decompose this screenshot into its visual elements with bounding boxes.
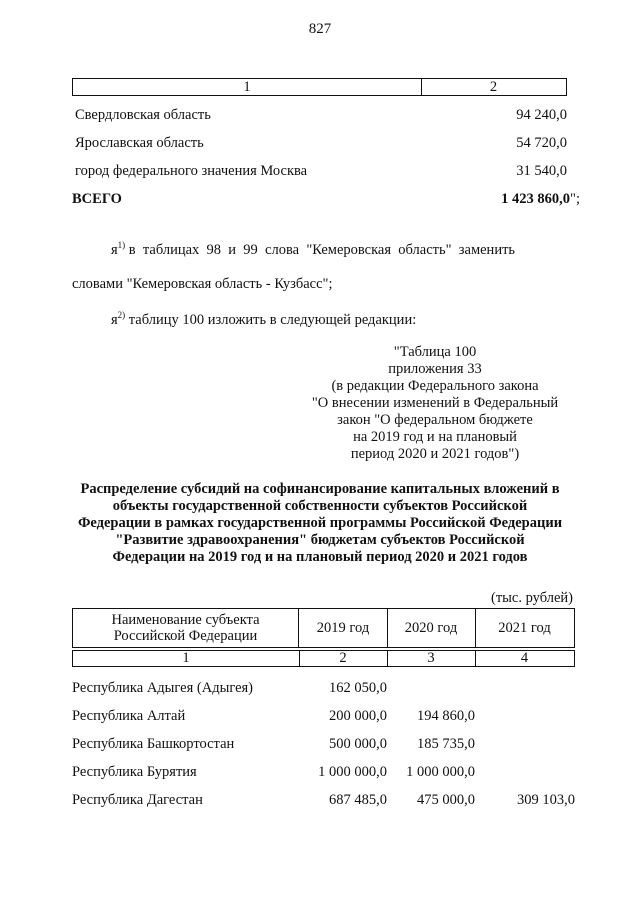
heading-line: Распределение субсидий на софинансирование капитальных вложений в [80, 481, 560, 497]
row-region: Республика Бурятия [72, 764, 197, 780]
col-number: 2 [299, 651, 388, 666]
row-2020: 194 860,0 [417, 708, 475, 724]
total-row [501, 191, 580, 208]
row-2020: 185 735,0 [417, 736, 475, 752]
epigraph-line: "Таблица 100 [393, 344, 477, 360]
table-row [72, 764, 575, 782]
table-row [72, 708, 575, 726]
epigraph-line: период 2020 и 2021 годов") [350, 446, 520, 462]
region-name: город федерального значения Москва [75, 163, 308, 179]
table-row [72, 680, 575, 698]
region-value: 54 720,0 [516, 135, 567, 151]
amendment-paragraph-1 [111, 242, 561, 259]
table-heading [60, 481, 580, 566]
table-row [72, 792, 575, 810]
epigraph-line: закон "О федеральном бюджете [337, 412, 533, 428]
row-region: Республика Адыгея (Адыгея) [72, 680, 254, 696]
row-2020: 475 000,0 [417, 792, 475, 808]
top-table-header [72, 78, 567, 96]
header-2019: 2019 год [299, 609, 388, 647]
para2-text: таблицу 100 изложить в следующей редакции: [125, 312, 417, 328]
para1-sup: 1) [117, 240, 126, 251]
total-label: ВСЕГО [72, 191, 122, 207]
main-table-header [72, 608, 575, 648]
epigraph-line: "О внесении изменений в Федеральный [311, 395, 559, 411]
main-table-col-numbers [72, 650, 575, 667]
region-value: 94 240,0 [516, 107, 567, 123]
header-2021: 2021 год [498, 620, 551, 636]
row-2019: 687 485,0 [329, 792, 387, 808]
col-number: 3 [387, 651, 476, 666]
top-table-col-1: 1 [73, 79, 422, 95]
top-table-col-2: 2 [489, 79, 498, 95]
row-2021: 309 103,0 [517, 792, 575, 808]
row-region: Республика Башкортостан [72, 736, 235, 752]
region-value: 31 540,0 [516, 163, 567, 179]
table-row [72, 736, 575, 754]
row-region: Республика Алтай [72, 708, 186, 724]
row-2020: 1 000 000,0 [406, 764, 475, 780]
table-epigraph [300, 344, 570, 463]
para1-line2: словами "Кемеровская область - Кузбасс"; [72, 276, 333, 292]
row-2019: 500 000,0 [329, 736, 387, 752]
epigraph-line: (в редакции Федерального закона [331, 378, 539, 394]
page-number: 827 [308, 21, 332, 37]
col-number: 1 [73, 651, 300, 666]
para1-prefix: я [111, 242, 118, 258]
heading-line: Федерации на 2019 год и на плановый период 2020 и 2021 годов [112, 549, 528, 565]
row-2019: 162 050,0 [329, 680, 387, 696]
row-2019: 1 000 000,0 [318, 764, 387, 780]
col-number: 4 [520, 650, 529, 666]
region-name: Свердловская область [75, 107, 211, 123]
epigraph-line: приложения 33 [388, 361, 482, 377]
units-label: (тыс. рублей) [491, 590, 573, 606]
epigraph-line: на 2019 год и на плановый [353, 429, 517, 445]
para2-prefix: я [111, 312, 118, 328]
heading-line: "Развитие здравоохранения" бюджетам субъектов Российской [115, 532, 525, 548]
heading-line: Федерации в рамках государственной программы Российской Федерации [77, 515, 563, 531]
total-value: 1 423 860,0 [501, 191, 571, 207]
heading-line: объекты государственной собственности субъектов Российской [112, 498, 528, 514]
para1-line1: в таблицах 98 и 99 слова "Кемеровская область" заменить [125, 242, 516, 258]
amendment-paragraph-2 [111, 312, 416, 329]
region-name: Ярославская область [75, 135, 204, 151]
para2-sup: 2) [117, 310, 126, 321]
header-2020: 2020 год [387, 609, 476, 647]
row-2019: 200 000,0 [329, 708, 387, 724]
total-suffix: "; [570, 191, 580, 207]
header-region-name: Наименование субъекта Российской Федерации [73, 609, 299, 647]
row-region: Республика Дагестан [72, 792, 203, 808]
